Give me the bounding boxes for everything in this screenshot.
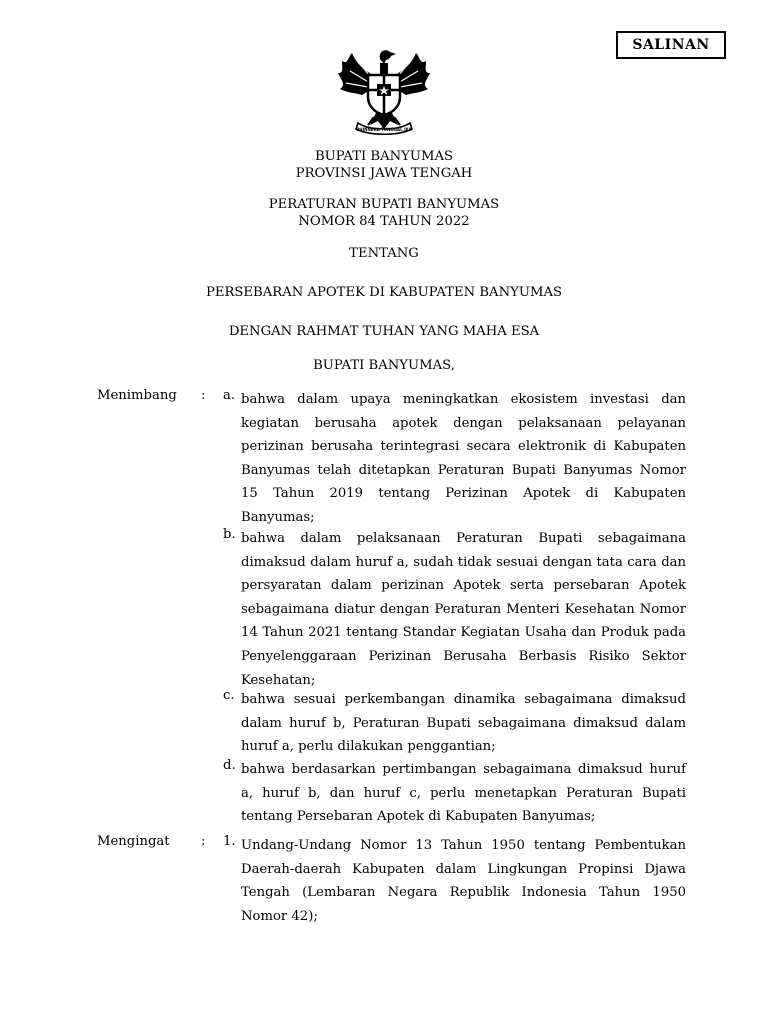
mengingat-colon: :	[201, 834, 206, 849]
item-marker: c.	[223, 688, 235, 703]
item-text: bahwa dalam pelaksanaan Peraturan Bupati sebagaimana dimaksud dalam huruf a, sudah tidak sesuai dengan tata cara dan persyaratan dalam perizinan Apotek serta persebaran Apotek sebagaimana diatur dengan Peraturan Menteri Kesehatan Nomor 14 Tahun 2021 tentang Standar Kegiatan Usaha dan Produk pada Penyelenggaraan Perizinan Berusaha Berbasis Risiko Sektor Kesehatan;	[241, 531, 686, 688]
heading-official: BUPATI BANYUMAS,	[313, 358, 455, 373]
mengingat-label: Mengingat	[97, 834, 170, 849]
heading-tentang: TENTANG	[349, 246, 419, 261]
menimbang-colon: :	[201, 388, 206, 403]
item-marker: b.	[223, 527, 236, 542]
emblem-motto: BHINNEKA TUNGGAL IKA	[356, 127, 412, 132]
salinan-stamp	[616, 31, 726, 59]
heading-peraturan: PERATURAN BUPATI BANYUMAS	[268, 197, 500, 212]
item-text: Undang-Undang Nomor 13 Tahun 1950 tentang Pembentukan Daerah-daerah Kabupaten dalam Lingkungan Propinsi Djawa Tengah (Lembaran Negara Republik Indonesia Tahun 1950 Nomor 42);	[241, 838, 686, 924]
item-marker: a.	[223, 388, 236, 403]
heading-invocation: DENGAN RAHMAT TUHAN YANG MAHA ESA	[228, 324, 540, 339]
garuda-pancasila-emblem-icon	[328, 45, 440, 137]
salinan-label: SALINAN	[632, 37, 710, 53]
item-text: bahwa berdasarkan pertimbangan sebagaimana dimaksud huruf a, huruf b, dan huruf c, perlu menetapkan Peraturan Bupati tentang Persebaran Apotek di Kabupaten Banyumas;	[241, 762, 686, 825]
menimbang-label: Menimbang	[97, 388, 177, 403]
heading-bupati: BUPATI BANYUMAS	[314, 149, 454, 164]
heading-provinsi: PROVINSI JAWA TENGAH	[295, 166, 473, 181]
item-marker: d.	[223, 758, 236, 773]
item-marker: 1.	[223, 834, 236, 849]
heading-nomor: NOMOR 84 TAHUN 2022	[298, 214, 470, 229]
heading-subject: PERSEBARAN APOTEK DI KABUPATEN BANYUMAS	[205, 285, 563, 300]
item-text: bahwa dalam upaya meningkatkan ekosistem investasi dan kegiatan berusaha apotek dengan pelaksanaan pelayanan perizinan berusaha terintegrasi secara elektronik di Kabupaten Banyumas telah ditetapkan Peraturan Bupati Banyumas Nomor 15 Tahun 2019 tentang Perizinan Apotek di Kabupaten Banyumas;	[241, 392, 686, 525]
item-text: bahwa sesuai perkembangan dinamika sebagaimana dimaksud dalam huruf b, Peraturan Bupati sebagaimana dimaksud dalam huruf a, perlu dilakukan penggantian;	[241, 692, 686, 755]
